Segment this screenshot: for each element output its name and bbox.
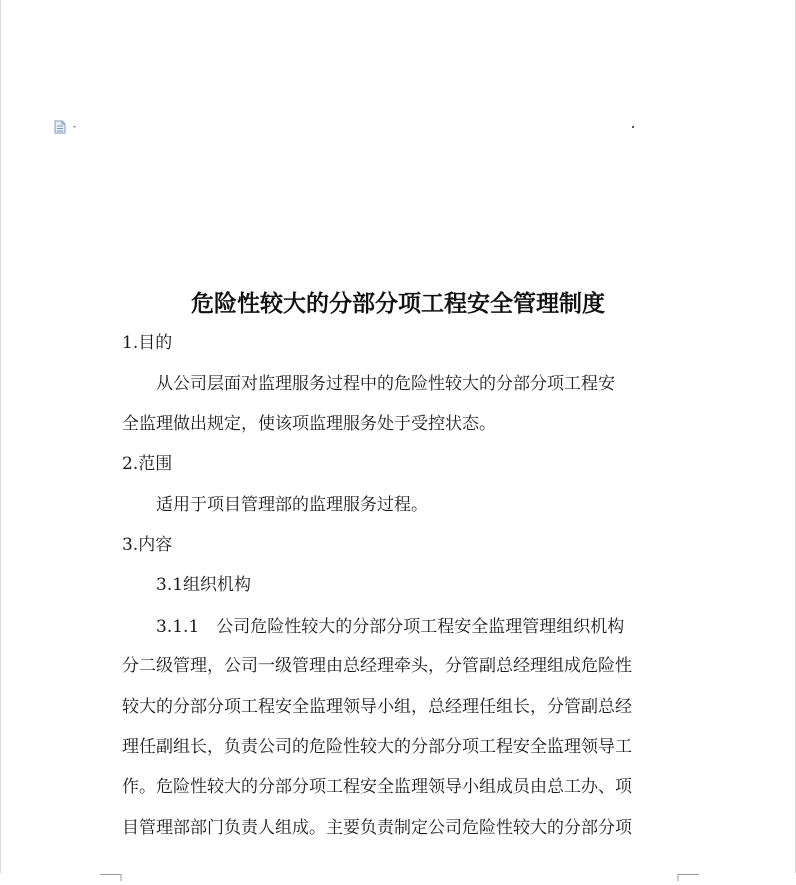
body-line: 3.1组织机构 bbox=[122, 575, 252, 595]
body-line: 1.目的 bbox=[122, 333, 173, 353]
body-line: 较大的分部分项工程安全监理领导小组，总经理任组长，分管副总经 bbox=[122, 697, 632, 717]
body-line: 理任副组长，负责公司的危险性较大的分部分项工程安全监理领导工 bbox=[122, 737, 632, 757]
body-line: 目管理部部门负责人组成。主要负责制定公司危险性较大的分部分项 bbox=[122, 818, 632, 838]
page-edge-left bbox=[0, 0, 1, 873]
document-icon[interactable] bbox=[54, 119, 80, 133]
body-line: 3.内容 bbox=[122, 535, 173, 555]
body-line: 2.范围 bbox=[122, 454, 173, 474]
page-corner-mark-right bbox=[677, 866, 699, 873]
header-mark bbox=[632, 126, 634, 128]
body-line: 作。危险性较大的分部分项工程安全监理领导小组成员由总工办、项 bbox=[122, 777, 632, 797]
body-line: 从公司层面对监理服务过程中的危险性较大的分部分项工程安 bbox=[122, 374, 615, 394]
body-line: 适用于项目管理部的监理服务过程。 bbox=[122, 495, 428, 515]
body-line: 全监理做出规定，使该项监理服务处于受控状态。 bbox=[122, 414, 496, 434]
body-line: 分二级管理，公司一级管理由总经理牵头，分管副总经理组成危险性 bbox=[122, 656, 632, 676]
document-title: 危险性较大的分部分项工程安全管理制度 bbox=[191, 290, 605, 317]
body-line: 3.1.1 公司危险性较大的分部分项工程安全监理管理组织机构 bbox=[122, 617, 625, 637]
page-corner-mark-left bbox=[100, 866, 122, 873]
